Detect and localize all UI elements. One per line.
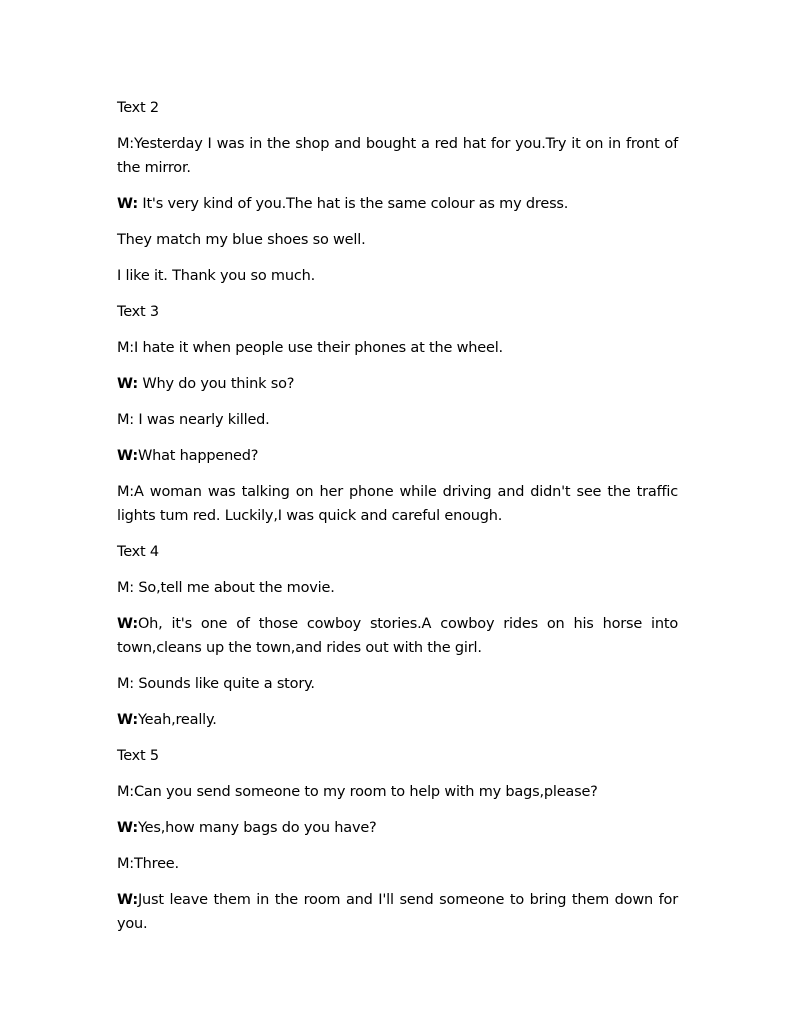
- section-heading: [117, 300, 678, 324]
- dialogue-line: [117, 708, 678, 732]
- dialogue-line: [117, 852, 678, 876]
- dialogue-line: [117, 612, 678, 660]
- dialogue-line: [117, 888, 678, 936]
- paragraph-text: It's very kind of you.The hat is the same colour as my dress.: [137, 196, 569, 212]
- dialogue-line: [117, 336, 678, 360]
- section-heading: [117, 540, 678, 564]
- paragraph-text: I like it. Thank you so much.: [117, 268, 315, 284]
- dialogue-line: [117, 576, 678, 600]
- dialogue-line: [117, 264, 678, 288]
- dialogue-line: [117, 192, 678, 216]
- speaker-label: W:: [117, 196, 138, 212]
- dialogue-line: [117, 372, 678, 396]
- paragraph-text: M:Yesterday I was in the shop and bought a red hat for you.Try it on in front of the mirror.: [117, 136, 678, 176]
- dialogue-line: [117, 444, 678, 468]
- dialogue-line: [117, 780, 678, 804]
- paragraph-text: Text 3: [117, 304, 159, 320]
- document-page: [117, 96, 678, 948]
- paragraph-text: M: Sounds like quite a story.: [117, 676, 315, 692]
- speaker-label: W:: [117, 820, 138, 836]
- paragraph-text: M:Threе.: [117, 856, 179, 872]
- speaker-label: W:: [117, 616, 138, 632]
- paragraph-text: Text 4: [117, 544, 159, 560]
- paragraph-text: Text 5: [117, 748, 159, 764]
- speaker-label: W:: [117, 712, 138, 728]
- dialogue-line: [117, 672, 678, 696]
- paragraph-text: Just leave them in the room and I'll send someone to bring them down for you.: [117, 892, 678, 932]
- paragraph-text: What happened?: [137, 448, 259, 464]
- dialogue-line: [117, 816, 678, 840]
- paragraph-text: M:Can you send someone to my room to help with my bags,please?: [117, 784, 598, 800]
- dialogue-line: [117, 408, 678, 432]
- dialogue-line: [117, 132, 678, 180]
- paragraph-text: M: I was nearly killed.: [117, 412, 270, 428]
- paragraph-text: Why do you think so?: [137, 376, 295, 392]
- dialogue-line: [117, 480, 678, 528]
- speaker-label: W:: [117, 448, 138, 464]
- speaker-label: W:: [117, 376, 138, 392]
- paragraph-text: Yes,how many bags do you have?: [137, 820, 377, 836]
- paragraph-text: M: So,tell me about the movie.: [117, 580, 335, 596]
- speaker-label: W:: [117, 892, 138, 908]
- paragraph-text: M:A woman was talking on her phone while driving and didn't see the traffic lights tum red. Luckily,I was quick and careful enough.: [117, 484, 678, 524]
- paragraph-text: M:I hate it when people use their phones at the wheel.: [117, 340, 503, 356]
- paragraph-text: Oh, it's one of those cowboy stories.A cowboy rides on his horse into town,cleans up the town,and rides out with the girl.: [117, 616, 678, 656]
- paragraph-text: Text 2: [117, 100, 159, 116]
- dialogue-line: [117, 228, 678, 252]
- paragraph-text: They match my blue shoes so well.: [117, 232, 366, 248]
- section-heading: [117, 744, 678, 768]
- paragraph-text: Yeah,really.: [137, 712, 217, 728]
- section-heading: [117, 96, 678, 120]
